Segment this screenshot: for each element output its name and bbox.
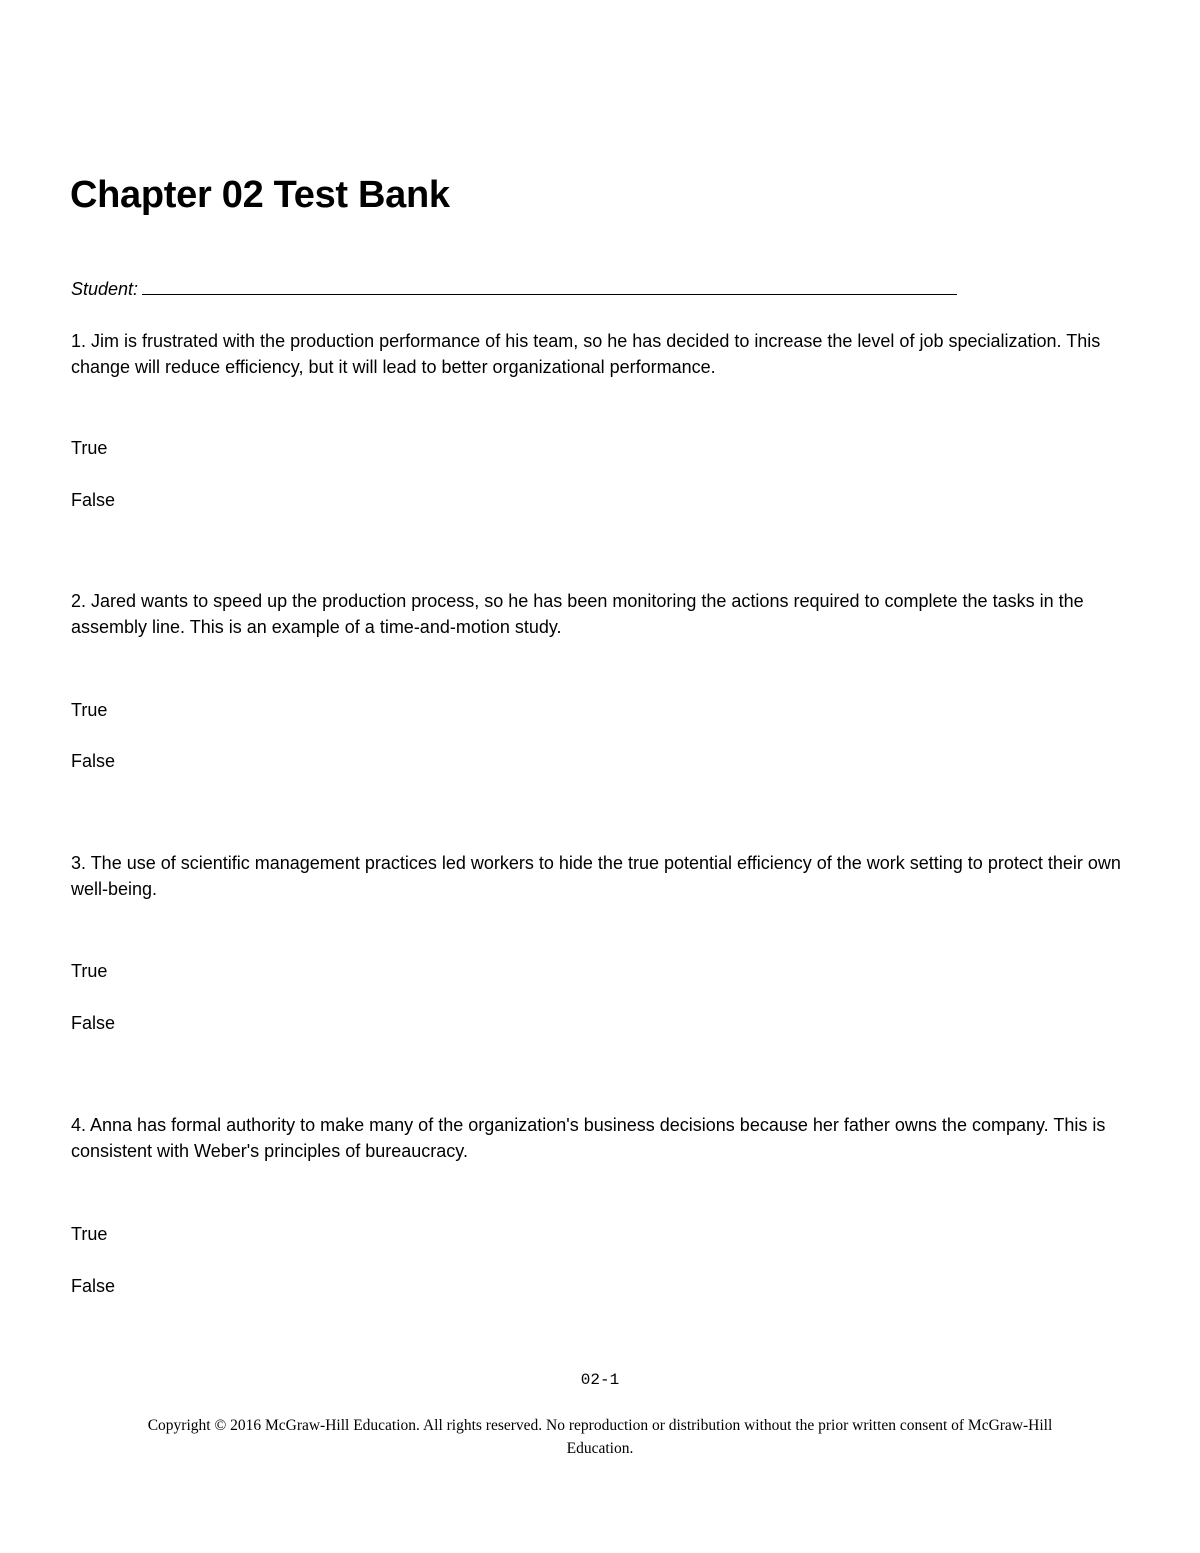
question-4 (71, 1112, 1141, 1164)
page-title: Chapter 02 Test Bank (70, 174, 450, 216)
student-name-blank[interactable] (142, 276, 957, 295)
question-2 (71, 588, 1141, 640)
question-3-option-true[interactable]: True (71, 961, 108, 981)
student-field (71, 276, 957, 302)
question-1 (71, 328, 1141, 380)
question-1-option-false[interactable]: False (71, 490, 116, 510)
question-2-option-true[interactable]: True (71, 700, 108, 720)
question-1-option-true[interactable]: True (71, 438, 108, 458)
question-2-option-false[interactable]: False (71, 751, 116, 771)
student-label: Student: (71, 279, 139, 299)
question-2-text: 2. Jared wants to speed up the production process, so he has been monitoring the actions required to complete the tasks in the assembly line. This is an example of a time-and-motion study. (71, 591, 1084, 637)
question-4-option-true[interactable]: True (71, 1224, 108, 1244)
question-4-text: 4. Anna has formal authority to make many of the organization's business decisions because her father owns the company. This is consistent with Weber's principles of bureaucracy. (71, 1115, 1106, 1161)
question-3-text: 3. The use of scientific management practices led workers to hide the true potential efficiency of the work setting to protect their own well-being. (71, 853, 1121, 899)
question-3-option-false[interactable]: False (71, 1013, 116, 1033)
question-4-option-false[interactable]: False (71, 1276, 116, 1296)
page-number: 02-1 (580, 1371, 620, 1389)
copyright-notice: Copyright © 2016 McGraw-Hill Education. All rights reserved. No reproduction or distribution without the prior written consent of McGraw-Hill Education. (147, 1417, 1053, 1457)
question-1-text: 1. Jim is frustrated with the production performance of his team, so he has decided to increase the level of job specialization. This change will reduce efficiency, but it will lead to better organizational performance. (71, 331, 1101, 377)
question-3 (71, 850, 1141, 902)
